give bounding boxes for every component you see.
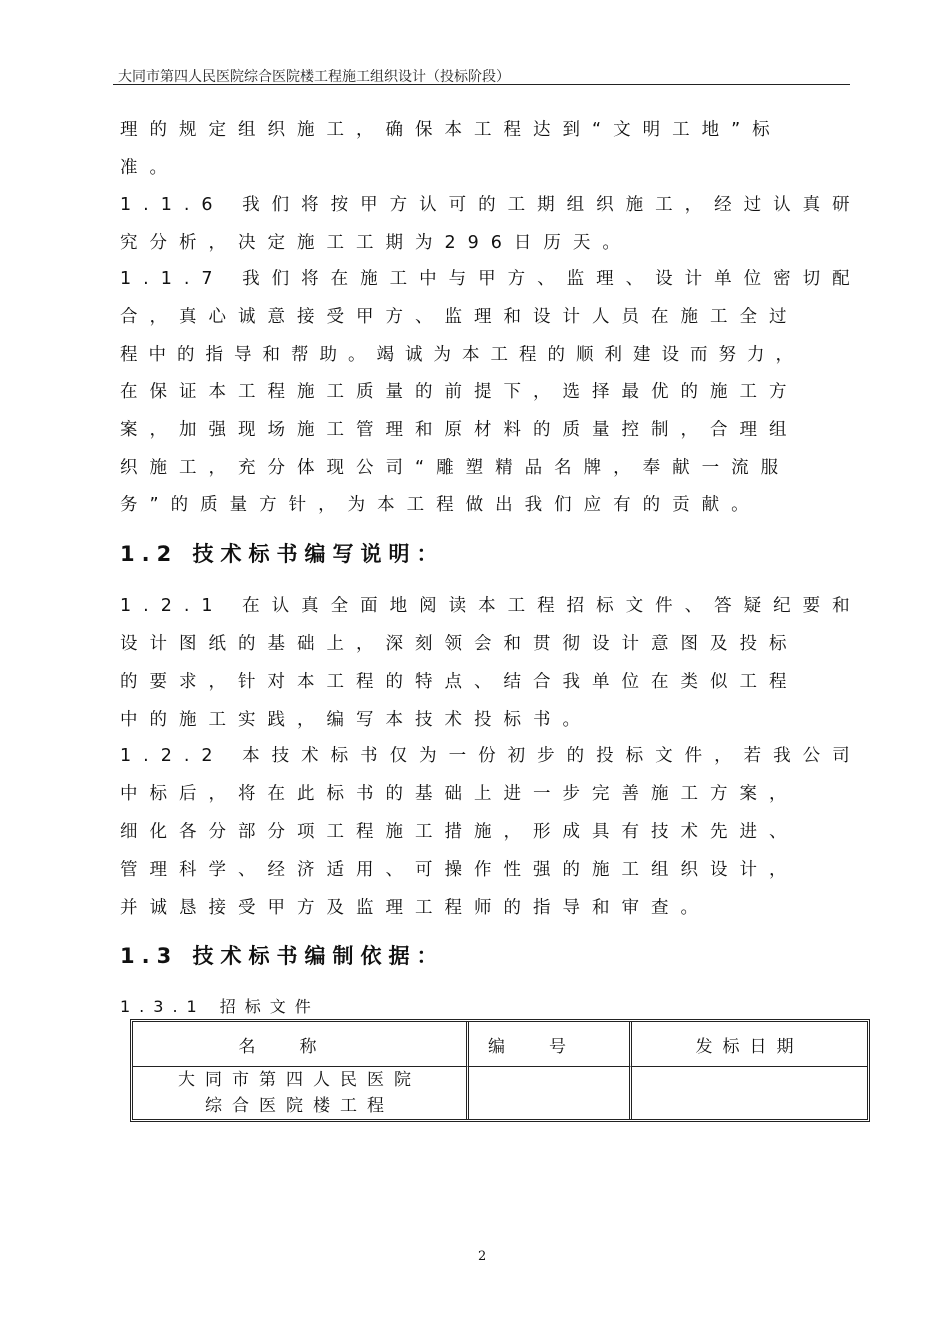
section-heading-1-3: 1.3 技术标书编制依据： xyxy=(120,944,445,968)
body-line: 1.1.7 我们将在施工中与甲方、监理、设计单位密切配 xyxy=(120,269,862,289)
bid-document-table xyxy=(130,1019,870,1122)
cell-name-line-1: 大同市第四人民医院 xyxy=(178,1070,421,1090)
body-line: 1.2.2 本技术标书仅为一份初步的投标文件，若我公司 xyxy=(120,746,862,766)
body-line: 的要求，针对本工程的特点、结合我单位在类似工程 xyxy=(120,672,799,692)
body-line: 细化各分部分项工程施工措施，形成具有技术先进、 xyxy=(120,822,799,842)
section-heading-1-2: 1.2 技术标书编写说明： xyxy=(120,542,445,566)
body-line: 案，加强现场施工管理和原材料的质量控制，合理组 xyxy=(120,420,799,440)
running-header: 大同市第四人民医院综合医院楼工程施工组织设计（投标阶段） xyxy=(118,69,510,85)
column-header-issue-date: 发标日期 xyxy=(632,1022,867,1067)
body-line: 中的施工实践，编写本技术投标书。 xyxy=(120,710,592,730)
column-header-number: 编号 xyxy=(469,1022,632,1067)
page-number: 2 xyxy=(478,1249,487,1264)
body-line: 管理科学、经济适用、可操作性强的施工组织设计， xyxy=(120,860,799,880)
body-line: 设计图纸的基础上，深刻领会和贯彻设计意图及投标 xyxy=(120,634,799,654)
table-row xyxy=(133,1067,867,1119)
cell-name xyxy=(133,1067,469,1119)
column-header-name: 名称 xyxy=(133,1022,469,1067)
body-line: 并诚恳接受甲方及监理工程师的指导和审查。 xyxy=(120,898,710,918)
body-line: 究分析，决定施工工期为296日历天。 xyxy=(120,233,632,253)
subsection-label: 1.3.1 招标文件 xyxy=(120,997,320,1016)
body-line: 1.2.1 在认真全面地阅读本工程招标文件、答疑纪要和 xyxy=(120,596,862,616)
body-line: 中标后，将在此标书的基础上进一步完善施工方案， xyxy=(120,784,799,804)
body-line: 程中的指导和帮助。竭诚为本工程的顺利建设而努力， xyxy=(120,345,804,365)
body-line: 在保证本工程施工质量的前提下，选择最优的施工方 xyxy=(120,382,799,402)
header-divider xyxy=(113,84,850,85)
cell-issue-date xyxy=(632,1067,867,1119)
table-header-row xyxy=(133,1022,867,1067)
body-line: 理的规定组织施工，确保本工程达到“文明工地”标 xyxy=(120,120,782,140)
body-line: 合，真心诚意接受甲方、监理和设计人员在施工全过 xyxy=(120,307,799,327)
body-line: 织施工，充分体现公司“雕塑精品名牌，奉献一流服 xyxy=(120,458,791,478)
cell-number xyxy=(469,1067,632,1119)
body-line: 准。 xyxy=(120,158,179,178)
body-line: 务”的质量方针，为本工程做出我们应有的贡献。 xyxy=(120,495,761,515)
body-line: 1.1.6 我们将按甲方认可的工期组织施工，经过认真研 xyxy=(120,195,862,215)
cell-name-line-2: 综合医院楼工程 xyxy=(205,1096,394,1116)
